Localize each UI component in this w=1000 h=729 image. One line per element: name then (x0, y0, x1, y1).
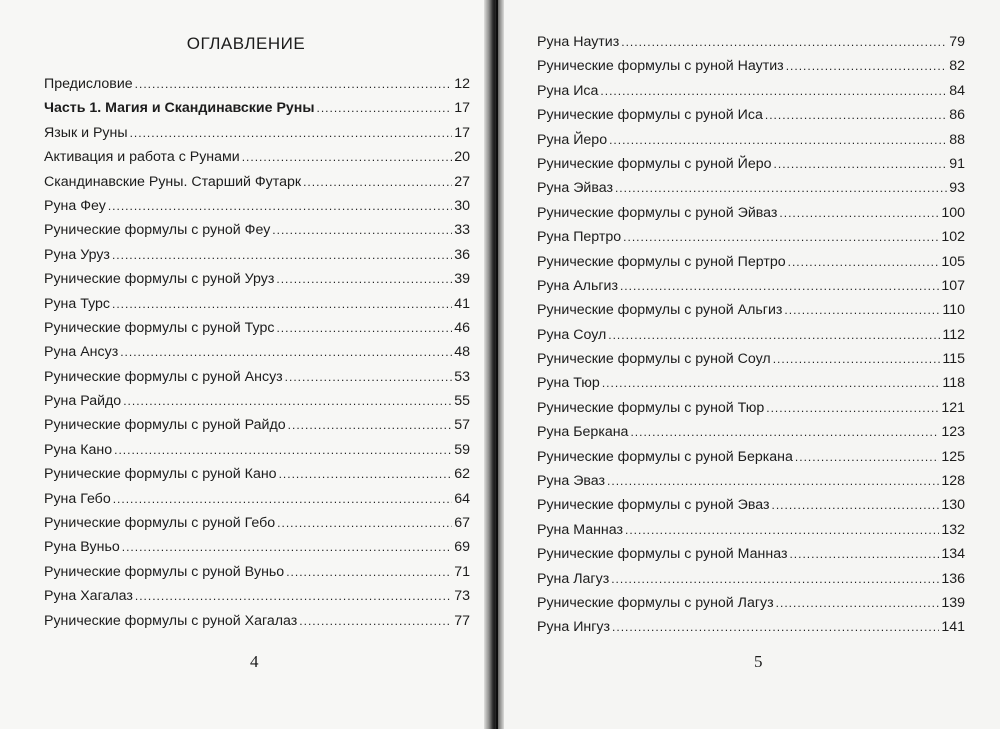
toc-entry (537, 128, 965, 152)
toc-entry (44, 609, 470, 633)
toc-entry-label: Рунические формулы с руной Наутиз (537, 58, 784, 75)
toc-entry (537, 323, 965, 347)
toc-entry-label: Рунические формулы с руной Тюр (537, 399, 765, 416)
toc-entry (44, 218, 470, 242)
toc-leader-dots (120, 340, 452, 364)
toc-entry-page: 20 (454, 149, 470, 166)
toc-leader-dots (625, 518, 939, 542)
toc-entry-page: 132 (941, 521, 965, 538)
toc-entry-label: Рунические формулы с руной Райдо (44, 417, 286, 434)
toc-leader-dots (299, 609, 452, 633)
toc-entry-page: 141 (941, 619, 965, 636)
toc-entry (537, 542, 965, 566)
toc-leader-dots (288, 413, 453, 437)
toc-leader-dots (277, 511, 452, 535)
toc-entry (537, 152, 965, 176)
toc-leader-dots (774, 152, 948, 176)
toc-entry-page: 125 (941, 448, 965, 465)
toc-entry-page: 82 (949, 58, 965, 75)
toc-leader-dots (772, 493, 940, 517)
toc-list-left (44, 72, 470, 633)
toc-leader-dots (607, 469, 939, 493)
toc-leader-dots (786, 54, 948, 78)
toc-entry-page: 79 (949, 34, 965, 50)
toc-entry-label: Рунические формулы с руной Лагуз (537, 594, 774, 611)
toc-entry-label: Руна Вуньо (44, 539, 120, 556)
toc-entry-label: Руна Лагуз (537, 570, 610, 587)
toc-entry-label: Рунические формулы с руной Эйваз (537, 204, 778, 221)
toc-entry-label: Рунические формулы с руной Эваз (537, 497, 770, 514)
toc-entry-page: 139 (941, 594, 965, 611)
toc-leader-dots (623, 225, 939, 249)
toc-entry-page: 128 (941, 473, 965, 490)
toc-entry-page: 93 (949, 180, 965, 197)
toc-entry-page: 12 (454, 76, 470, 92)
toc-entry-page: 123 (941, 424, 965, 441)
toc-leader-dots (621, 30, 947, 54)
toc-leader-dots (112, 243, 452, 267)
toc-entry (537, 298, 965, 322)
toc-entry-page: 105 (941, 253, 965, 270)
toc-leader-dots (276, 316, 452, 340)
toc-entry-page: 27 (454, 173, 470, 190)
toc-entry (44, 72, 470, 96)
toc-leader-dots (286, 560, 452, 584)
toc-entry-page: 55 (454, 393, 470, 410)
toc-entry-page: 136 (941, 570, 965, 587)
toc-entry (537, 469, 965, 493)
toc-entry (44, 438, 470, 462)
toc-entry-label: Рунические формулы с руной Уруз (44, 271, 275, 288)
toc-entry (537, 30, 965, 54)
toc-leader-dots (242, 145, 453, 169)
toc-entry-label: Рунические формулы с руной Гебо (44, 515, 276, 532)
toc-entry-label: Скандинавские Руны. Старший Футарк (44, 173, 302, 190)
toc-entry-page: 30 (454, 197, 470, 214)
toc-leader-dots (276, 267, 452, 291)
toc-entry (44, 170, 470, 194)
toc-entry (537, 347, 965, 371)
toc-entry (44, 560, 470, 584)
toc-entry-page: 134 (941, 546, 965, 563)
toc-entry (537, 79, 965, 103)
toc-entry-page: 84 (949, 82, 965, 99)
toc-entry-page: 57 (454, 417, 470, 434)
page-title: ОГЛАВЛЕНИЕ (186, 34, 306, 53)
toc-entry-page: 48 (454, 344, 470, 361)
toc-entry-page: 86 (949, 107, 965, 124)
toc-entry-page: 77 (454, 612, 470, 629)
toc-entry-page: 53 (454, 368, 470, 385)
toc-leader-dots (609, 128, 947, 152)
toc-entry-label: Руна Ингуз (537, 619, 611, 636)
toc-leader-dots (114, 438, 452, 462)
toc-entry-label: Рунические формулы с руной Вуньо (44, 563, 285, 580)
toc-entry (537, 54, 965, 78)
toc-entry-page: 88 (949, 131, 965, 148)
toc-list-right (537, 30, 965, 640)
toc-entry (44, 340, 470, 364)
toc-leader-dots (113, 487, 453, 511)
toc-leader-dots (612, 615, 939, 639)
toc-leader-dots (608, 323, 940, 347)
page-number-left: 4 (250, 652, 259, 671)
book-spine (484, 0, 504, 729)
toc-leader-dots (776, 591, 940, 615)
toc-leader-dots (135, 584, 452, 608)
toc-entry-page: 17 (454, 100, 470, 117)
toc-leader-dots (279, 462, 453, 486)
toc-leader-dots (122, 535, 452, 559)
toc-leader-dots (620, 274, 939, 298)
toc-leader-dots (784, 298, 940, 322)
toc-entry (44, 535, 470, 559)
toc-leader-dots (135, 72, 453, 96)
toc-entry-label: Руна Хагалаз (44, 588, 133, 605)
toc-leader-dots (766, 396, 939, 420)
toc-entry-page: 118 (942, 375, 965, 392)
toc-entry-label: Руна Феу (44, 197, 106, 214)
toc-entry-label: Руна Турс (44, 295, 111, 312)
toc-entry-label: Руна Эйваз (537, 180, 613, 197)
toc-entry-page: 100 (941, 204, 965, 221)
toc-leader-dots (779, 201, 939, 225)
toc-entry (537, 274, 965, 298)
toc-entry-label: Рунические формулы с руной Турс (44, 319, 275, 336)
toc-entry-page: 69 (454, 539, 470, 556)
toc-leader-dots (765, 103, 947, 127)
toc-entry (44, 511, 470, 535)
toc-entry-page: 33 (454, 222, 470, 239)
toc-entry-label: Руна Наутиз (537, 34, 620, 50)
toc-entry-label: Руна Кано (44, 441, 113, 458)
toc-entry-page: 62 (454, 466, 470, 483)
toc-entry-label: Рунические формулы с руной Манназ (537, 546, 788, 563)
toc-entry-page: 41 (454, 295, 470, 312)
toc-entry-label: Руна Альгиз (537, 277, 618, 294)
toc-entry-page: 39 (454, 271, 470, 288)
toc-entry-page: 130 (941, 497, 965, 514)
toc-entry (44, 121, 470, 145)
toc-entry (537, 225, 965, 249)
toc-entry (44, 413, 470, 437)
toc-entry (44, 194, 470, 218)
toc-entry-label: Руна Райдо (44, 393, 122, 410)
toc-leader-dots (611, 567, 939, 591)
toc-entry-page: 112 (942, 326, 965, 343)
toc-entry-label: Руна Манназ (537, 521, 623, 538)
toc-entry-label: Рунические формулы с руной Феу (44, 222, 271, 239)
toc-entry (44, 365, 470, 389)
toc-entry-page: 36 (454, 246, 470, 263)
toc-leader-dots (112, 292, 452, 316)
toc-entry (537, 445, 965, 469)
toc-entry (44, 292, 470, 316)
toc-leader-dots (773, 347, 941, 371)
toc-entry-page: 17 (454, 124, 470, 141)
toc-entry (537, 103, 965, 127)
toc-entry (44, 487, 470, 511)
toc-entry-page: 59 (454, 441, 470, 458)
toc-entry-label: Руна Тюр (537, 375, 600, 392)
toc-entry (44, 584, 470, 608)
toc-entry-label: Рунические формулы с руной Иса (537, 107, 763, 124)
toc-entry (537, 493, 965, 517)
toc-entry (537, 176, 965, 200)
toc-entry-label: Рунические формулы с руной Кано (44, 466, 277, 483)
toc-leader-dots (316, 96, 452, 120)
toc-entry-label: Руна Иса (537, 82, 599, 99)
spine-divider (496, 0, 498, 729)
toc-entry-page: 107 (941, 277, 965, 294)
toc-entry (537, 371, 965, 395)
toc-leader-dots (123, 389, 452, 413)
toc-entry (44, 145, 470, 169)
toc-leader-dots (272, 218, 452, 242)
toc-entry-page: 115 (942, 351, 965, 368)
toc-entry-page: 121 (941, 399, 965, 416)
toc-leader-dots (285, 365, 453, 389)
toc-entry-page: 71 (454, 563, 470, 580)
toc-leader-dots (130, 121, 453, 145)
toc-leader-dots (788, 250, 940, 274)
toc-entry (44, 267, 470, 291)
toc-leader-dots (795, 445, 939, 469)
toc-entry-label: Руна Беркана (537, 424, 629, 441)
toc-leader-dots (789, 542, 939, 566)
toc-entry-page: 73 (454, 588, 470, 605)
toc-entry (44, 462, 470, 486)
toc-leader-dots (630, 420, 939, 444)
toc-leader-dots (602, 371, 941, 395)
toc-entry-page: 91 (949, 155, 965, 172)
toc-entry-label: Руна Гебо (44, 490, 111, 507)
toc-entry-label: Предисловие (44, 76, 133, 92)
page-number-right: 5 (754, 652, 763, 671)
toc-entry-page: 110 (942, 302, 965, 319)
toc-leader-dots (303, 170, 452, 194)
toc-entry (537, 396, 965, 420)
toc-entry-label: Рунические формулы с руной Альгиз (537, 302, 783, 319)
toc-entry (537, 591, 965, 615)
toc-entry (44, 243, 470, 267)
toc-leader-dots (600, 79, 947, 103)
toc-entry-label: Руна Ансуз (44, 344, 119, 361)
toc-leader-dots (615, 176, 947, 200)
toc-entry-page: 46 (454, 319, 470, 336)
toc-entry-page: 64 (454, 490, 470, 507)
toc-entry-label: Активация и работа с Рунами (44, 149, 240, 166)
toc-leader-dots (108, 194, 452, 218)
toc-entry-label: Рунические формулы с руной Ансуз (44, 368, 283, 385)
toc-entry (44, 389, 470, 413)
toc-entry (537, 615, 965, 639)
toc-entry-page: 67 (454, 515, 470, 532)
toc-entry-label: Руна Пертро (537, 229, 622, 246)
toc-entry-label: Рунические формулы с руной Беркана (537, 448, 793, 465)
toc-entry (537, 420, 965, 444)
toc-entry-label: Язык и Руны (44, 124, 128, 141)
toc-entry-label: Руна Йеро (537, 131, 608, 148)
toc-entry-label: Рунические формулы с руной Хагалаз (44, 612, 298, 629)
toc-entry-page: 102 (941, 229, 965, 246)
toc-entry (537, 250, 965, 274)
toc-entry-label: Руна Эваз (537, 473, 606, 490)
toc-entry-label: Руна Уруз (44, 246, 110, 263)
toc-entry (44, 96, 470, 120)
toc-entry (537, 201, 965, 225)
toc-entry-label: Рунические формулы с руной Йеро (537, 155, 772, 172)
toc-entry (537, 567, 965, 591)
toc-entry-label: Рунические формулы с руной Пертро (537, 253, 786, 270)
toc-entry-label: Рунические формулы с руной Соул (537, 351, 771, 368)
toc-entry-label: Часть 1. Магия и Скандинавские Руны (44, 100, 315, 117)
toc-entry (537, 518, 965, 542)
toc-entry (44, 316, 470, 340)
toc-entry-label: Руна Соул (537, 326, 607, 343)
